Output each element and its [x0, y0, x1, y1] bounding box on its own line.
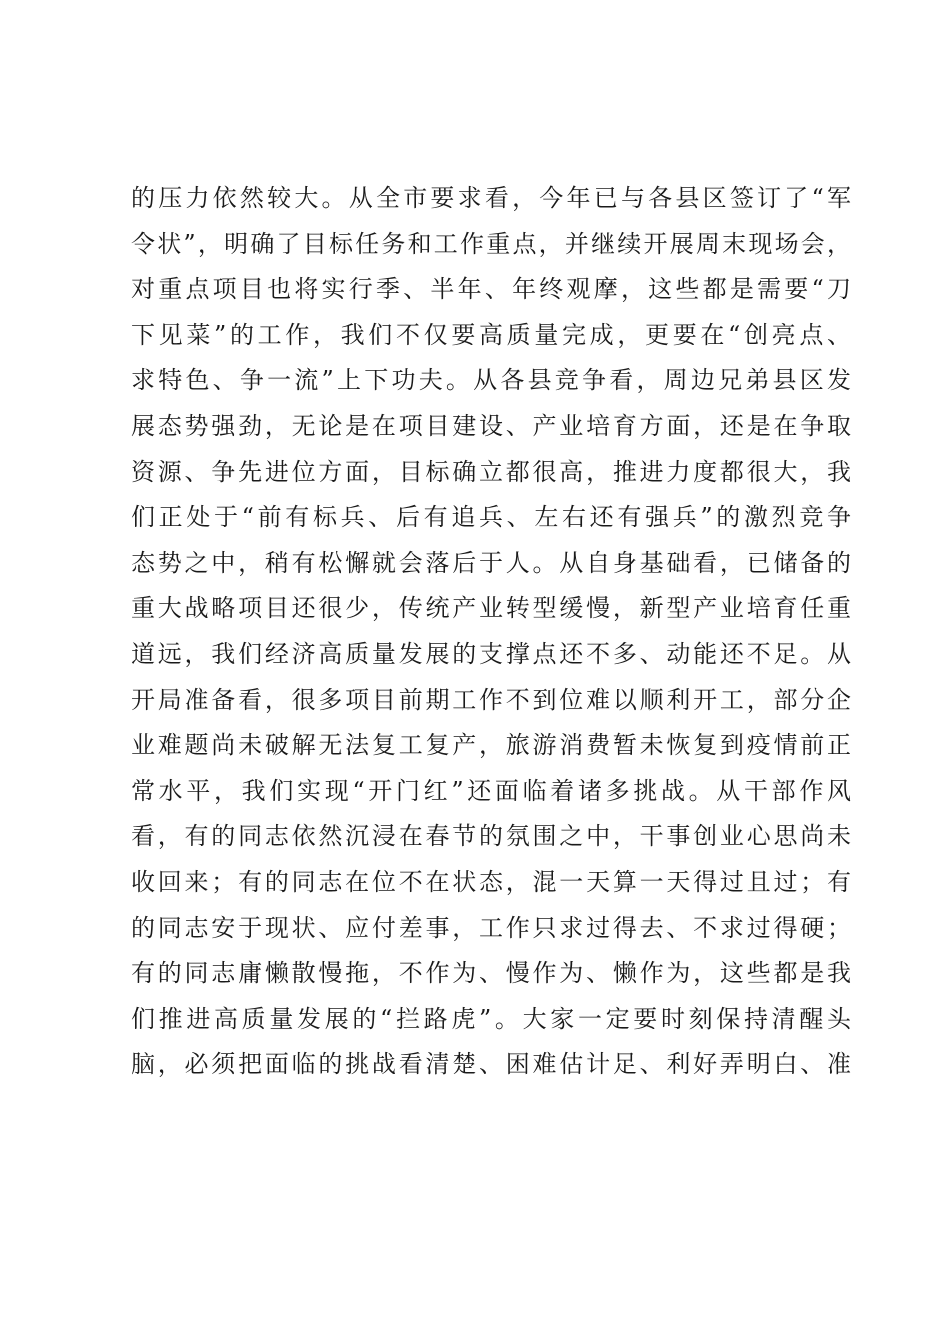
text-line: 对重点项目也将实行季、半年、年终观摩，这些都是需要“刀 — [131, 275, 851, 304]
text-line: 有的同志庸懒散慢拖，不作为、慢作为、懒作为，这些都是我 — [131, 959, 851, 988]
text-line: 看，有的同志依然沉浸在春节的氛围之中，干事创业心思尚未 — [131, 822, 851, 851]
text-line: 开局准备看，很多项目前期工作不到位难以顺利开工，部分企 — [131, 685, 851, 714]
text-line: 重大战略项目还很少，传统产业转型缓慢，新型产业培育任重 — [131, 594, 851, 623]
text-line: 收回来；有的同志在位不在状态，混一天算一天得过且过；有 — [131, 867, 851, 896]
text-line: 下见菜”的工作，我们不仅要高质量完成，更要在“创亮点、 — [131, 320, 851, 349]
text-line: 脑，必须把面临的挑战看清楚、困难估计足、利好弄明白、准 — [131, 1050, 851, 1079]
text-line: 们正处于“前有标兵、后有追兵、左右还有强兵”的激烈竞争 — [131, 503, 851, 532]
text-line: 令状”，明确了目标任务和工作重点，并继续开展周末现场会， — [131, 229, 851, 258]
text-line: 的同志安于现状、应付差事，工作只求过得去、不求过得硬； — [131, 913, 851, 942]
text-line: 常水平，我们实现“开门红”还面临着诸多挑战。从干部作风 — [131, 776, 851, 805]
text-line: 态势之中，稍有松懈就会落后于人。从自身基础看，已储备的 — [131, 548, 851, 577]
text-line: 业难题尚未破解无法复工复产，旅游消费暂未恢复到疫情前正 — [131, 731, 851, 760]
text-line: 资源、争先进位方面，目标确立都很高，推进力度都很大，我 — [131, 457, 851, 486]
text-line: 展态势强劲，无论是在项目建设、产业培育方面，还是在争取 — [131, 411, 851, 440]
text-line: 们推进高质量发展的“拦路虎”。大家一定要时刻保持清醒头 — [131, 1004, 851, 1033]
text-line: 道远，我们经济高质量发展的支撑点还不多、动能还不足。从 — [131, 639, 851, 668]
text-line: 的压力依然较大。从全市要求看，今年已与各县区签订了“军 — [131, 184, 851, 212]
body-paragraph — [131, 176, 851, 1088]
text-line: 求特色、争一流”上下功夫。从各县竞争看，周边兄弟县区发 — [131, 366, 851, 395]
